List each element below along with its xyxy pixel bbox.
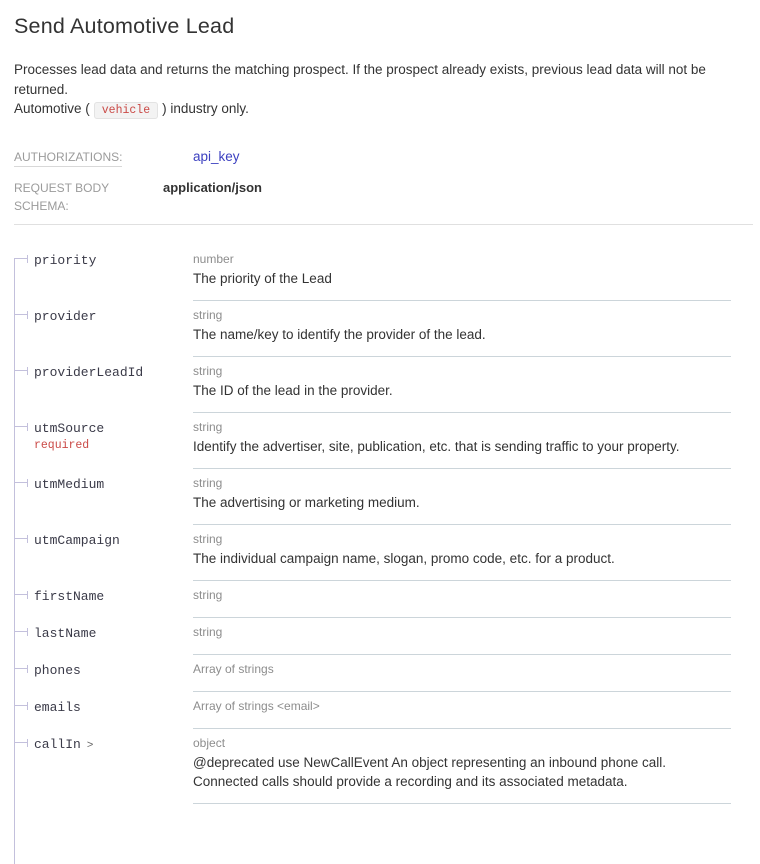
field-row — [14, 301, 731, 357]
field-description: @deprecated use NewCallEvent An object representing an inbound phone call. Connected calls should provide a recording and its associated metadata. — [193, 754, 667, 789]
field-name[interactable]: callIn — [34, 736, 81, 752]
field-type: number — [193, 251, 234, 266]
field-description: The advertising or marketing medium. — [193, 494, 420, 510]
field-detail-cell — [193, 413, 731, 469]
description-text: Processes lead data and returns the matching prospect. If the prospect already exists, previous lead data will not be returned. — [14, 62, 706, 97]
field-name-cell — [14, 357, 193, 413]
field-row — [14, 655, 731, 692]
field-detail-cell — [193, 469, 731, 525]
field-description: The name/key to identify the provider of the lead. — [193, 326, 486, 342]
field-detail-cell — [193, 525, 731, 581]
field-name-cell — [14, 729, 193, 804]
field-detail-cell — [193, 245, 731, 301]
field-name: priority — [34, 252, 97, 268]
field-name: providerLeadId — [34, 364, 144, 380]
field-description: The ID of the lead in the provider. — [193, 382, 393, 398]
authorizations-label: AUTHORIZATIONS: — [14, 148, 193, 166]
required-badge: required — [34, 438, 90, 452]
field-row — [14, 245, 731, 301]
field-name-cell — [14, 581, 193, 618]
field-name: emails — [34, 699, 81, 715]
field-description: Identify the advertiser, site, publication, etc. that is sending traffic to your property. — [193, 438, 680, 454]
field-name-cell — [14, 655, 193, 692]
field-name-cell — [14, 692, 193, 729]
field-row — [14, 413, 731, 469]
field-name: utmCampaign — [34, 532, 120, 548]
field-name: phones — [34, 662, 81, 678]
request-body-schema-row — [14, 179, 753, 225]
field-detail-cell — [193, 729, 731, 804]
field-detail-cell — [193, 581, 731, 618]
request-body-schema-label: REQUEST BODY SCHEMA: — [14, 180, 109, 213]
field-type: string — [193, 475, 223, 490]
field-row — [14, 469, 731, 525]
field-name: firstName — [34, 588, 105, 604]
content-type-value: application/json — [163, 179, 262, 195]
api-key-link[interactable]: api_key — [193, 148, 240, 164]
page-title: Send Automotive Lead — [14, 14, 235, 38]
field-detail-cell — [193, 618, 731, 655]
field-row — [14, 525, 731, 581]
field-name-cell — [14, 301, 193, 357]
field-row — [14, 357, 731, 413]
field-detail-cell — [193, 692, 731, 729]
field-type: Array of strings — [193, 661, 274, 676]
field-row — [14, 692, 731, 729]
fields-table — [14, 245, 731, 804]
field-type: string — [193, 307, 223, 322]
field-name: utmSource — [34, 420, 105, 436]
industry-code-tag: vehicle — [94, 102, 158, 119]
field-detail-cell — [193, 357, 731, 413]
field-detail-cell — [193, 301, 731, 357]
field-type: string — [193, 363, 223, 378]
field-type: string — [193, 531, 223, 546]
field-row — [14, 581, 731, 618]
industry-suffix: ) industry only. — [162, 101, 249, 116]
field-detail-cell — [193, 655, 731, 692]
field-description: The individual campaign name, slogan, promo code, etc. for a product. — [193, 550, 615, 566]
field-row — [14, 618, 731, 655]
field-type: Array of strings <email> — [193, 698, 320, 713]
field-name: lastName — [34, 625, 97, 641]
endpoint-description — [14, 60, 753, 121]
expand-chevron-icon: > — [86, 738, 94, 751]
field-type: object — [193, 735, 226, 750]
field-name: provider — [34, 308, 97, 324]
authorizations-row — [14, 148, 753, 166]
field-type: string — [193, 587, 223, 602]
field-name-cell — [14, 413, 193, 469]
field-row — [14, 729, 731, 804]
field-name-cell — [14, 525, 193, 581]
field-name-cell — [14, 245, 193, 301]
field-type: string — [193, 624, 223, 639]
field-type: string — [193, 419, 223, 434]
field-name: utmMedium — [34, 476, 105, 492]
field-name-cell — [14, 469, 193, 525]
industry-prefix: Automotive ( — [14, 101, 90, 116]
field-name-cell — [14, 618, 193, 655]
field-description: The priority of the Lead — [193, 270, 332, 286]
